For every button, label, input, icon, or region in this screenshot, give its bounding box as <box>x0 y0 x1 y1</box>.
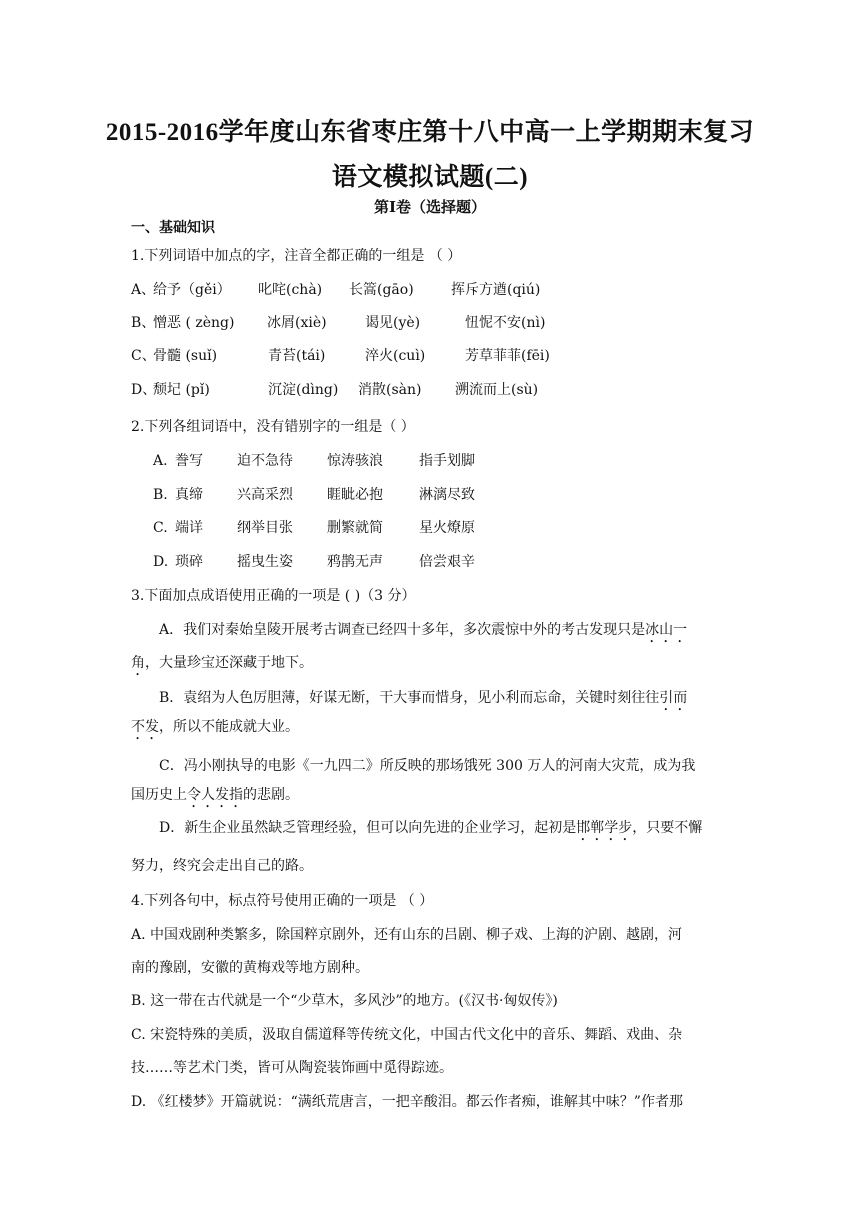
q3-b-emphasis: 引而 <box>659 690 688 706</box>
q1-d-item: 沉淀(dìng) <box>268 382 339 398</box>
q2-d-word: 摇曳生姿 <box>237 554 293 570</box>
q3-d-text: D．新生企业虽然缺乏管理经验，但可以向先进的企业学习，起初是 <box>159 820 577 836</box>
q1-b-item: 憎恶 ( zèng) <box>153 315 235 331</box>
q3-d-emphasis: 邯郸学步 <box>576 820 633 836</box>
q1-c-item: 芳草菲菲(fēi) <box>465 348 550 364</box>
q2-a-label: A. <box>153 453 168 469</box>
q1-d-item: 消散(sàn) <box>358 382 422 398</box>
q1-option-c <box>131 346 550 366</box>
q4-option-a-line2: 南的豫剧，安徽的黄梅戏等地方剧种。 <box>131 960 369 976</box>
q2-a-word: 迫不急待 <box>237 453 293 469</box>
q3-option-d-line1 <box>159 818 702 844</box>
q2-option-b <box>153 485 475 505</box>
q2-c-word: 端详 <box>175 520 203 536</box>
q3-option-b-line1 <box>159 688 687 714</box>
q2-stem: 2.下列各组词语中，没有错别字的一组是（ ） <box>131 419 415 435</box>
q1-b-item: 冰屑(xiè) <box>267 315 327 331</box>
q1-a-item: 长篙(gāo) <box>349 282 414 298</box>
q2-a-word: 指手划脚 <box>419 453 475 469</box>
q3-stem: 3.下面加点成语使用正确的一项是 ( )（3 分） <box>131 588 416 604</box>
q2-c-word: 星火燎原 <box>419 520 475 536</box>
q2-d-word: 倍尝艰辛 <box>419 554 475 570</box>
q2-d-label: D. <box>153 554 169 570</box>
q3-b-text: B．袁绍为人色厉胆薄，好谋无断，干大事而惜身，见小利而忘命，关键时刻往往 <box>159 690 660 706</box>
q4-option-c-line1: C. 宋瓷特殊的美质，汲取自儒道释等传统文化，中国古代文化中的音乐、舞蹈、戏曲、杂 <box>131 1027 683 1043</box>
q3-c-text: 的悲剧。 <box>243 787 299 803</box>
q3-b-text: ，所以不能成就大业。 <box>159 719 299 735</box>
q4-stem: 4.下列各句中，标点符号使用正确的一项是 （ ） <box>131 893 434 909</box>
document-title-line2: 语文模拟试题(二) <box>331 164 529 191</box>
q2-option-a <box>153 451 475 471</box>
q3-option-d-line2: 努力，终究会走出自己的路。 <box>131 858 313 874</box>
q1-b-item: 忸怩不安(nì) <box>465 315 546 331</box>
q2-b-word: 兴高采烈 <box>237 487 293 503</box>
q3-a-emphasis: 角 <box>131 655 145 671</box>
q4-option-d-line1: D. 《红楼梦》开篇就说：“满纸荒唐言，一把辛酸泪。都云作者痴，谁解其中味？”作者那 <box>131 1094 683 1110</box>
q3-option-b-line2 <box>131 717 299 743</box>
q2-option-c <box>153 518 475 538</box>
q2-b-word: 真缔 <box>175 487 203 503</box>
q1-a-label: A、 <box>131 282 156 298</box>
q1-d-label: D、 <box>131 382 157 398</box>
q1-b-item: 谒见(yè) <box>365 315 421 331</box>
q2-b-label: B. <box>153 487 168 503</box>
q3-c-text: 国历史上 <box>131 787 187 803</box>
q2-b-word: 淋漓尽致 <box>419 487 475 503</box>
q2-c-word: 纲举目张 <box>237 520 293 536</box>
q3-d-text: ，只要不懈 <box>632 820 703 836</box>
q1-c-item: 淬火(cuì) <box>365 348 426 364</box>
q3-a-emphasis: 冰山一 <box>645 622 688 638</box>
q3-a-text: ，大量珍宝还深藏于地下。 <box>145 655 313 671</box>
q2-option-d <box>153 552 475 572</box>
q3-option-c-line2 <box>131 785 299 811</box>
q1-a-item: 挥斥方遒(qiú) <box>451 282 541 298</box>
q1-c-label: C、 <box>131 348 156 364</box>
q1-d-item: 溯流而上(sù) <box>455 382 539 398</box>
document-title-line1: 2015-2016学年度山东省枣庄第十八中高一上学期期末复习 <box>105 119 755 146</box>
q2-c-label: C. <box>153 520 168 536</box>
q1-a-item: 给予（gěi） <box>153 282 231 298</box>
section-subtitle: 第Ⅰ卷（选择题） <box>373 198 487 216</box>
q1-b-label: B、 <box>131 315 156 331</box>
q4-option-b: B. 这一带在古代就是一个“少草木，多风沙”的地方。(《汉书·匈奴传》) <box>131 993 558 1009</box>
q3-c-emphasis: 令人发指 <box>187 787 243 803</box>
q2-b-word: 睚眦必抱 <box>327 487 383 503</box>
q3-option-a-line2 <box>131 653 313 679</box>
q4-option-c-line2: 技……等艺术门类，皆可从陶瓷装饰画中觅得踪迹。 <box>131 1060 453 1076</box>
q2-a-word: 惊涛骇浪 <box>327 453 383 469</box>
section-heading: 一、基础知识 <box>131 220 215 236</box>
q1-c-item: 青苔(tái) <box>268 348 326 364</box>
q1-d-item: 颓圮 (pǐ) <box>153 382 210 398</box>
q2-a-word: 誊写 <box>175 453 203 469</box>
q3-b-emphasis: 不发 <box>131 719 159 735</box>
q3-option-a-line1 <box>159 620 687 646</box>
q1-a-item: 叱咤(chà) <box>258 282 323 298</box>
q4-option-a-line1: A. 中国戏剧种类繁多，除国粹京剧外，还有山东的吕剧、柳子戏、上海的沪剧、越剧，河 <box>131 927 683 943</box>
q2-d-word: 琐碎 <box>175 554 203 570</box>
q1-option-d <box>131 380 539 400</box>
q2-d-word: 鸦鹊无声 <box>327 554 383 570</box>
q2-c-word: 删繁就简 <box>327 520 383 536</box>
q1-option-a <box>131 280 541 300</box>
q1-c-item: 骨髓 (suǐ) <box>153 348 218 364</box>
q1-stem: 1.下列词语中加点的字，注音全都正确的一组是 （ ） <box>131 248 462 264</box>
q3-option-c-line1: C．冯小刚执导的电影《一九四二》所反映的那场饿死 300 万人的河南大灾荒，成为我 <box>159 758 696 774</box>
q3-a-text: A．我们对秦始皇陵开展考古调查已经四十多年，多次震惊中外的考古发现只是 <box>159 622 646 638</box>
q1-option-b <box>131 313 546 333</box>
